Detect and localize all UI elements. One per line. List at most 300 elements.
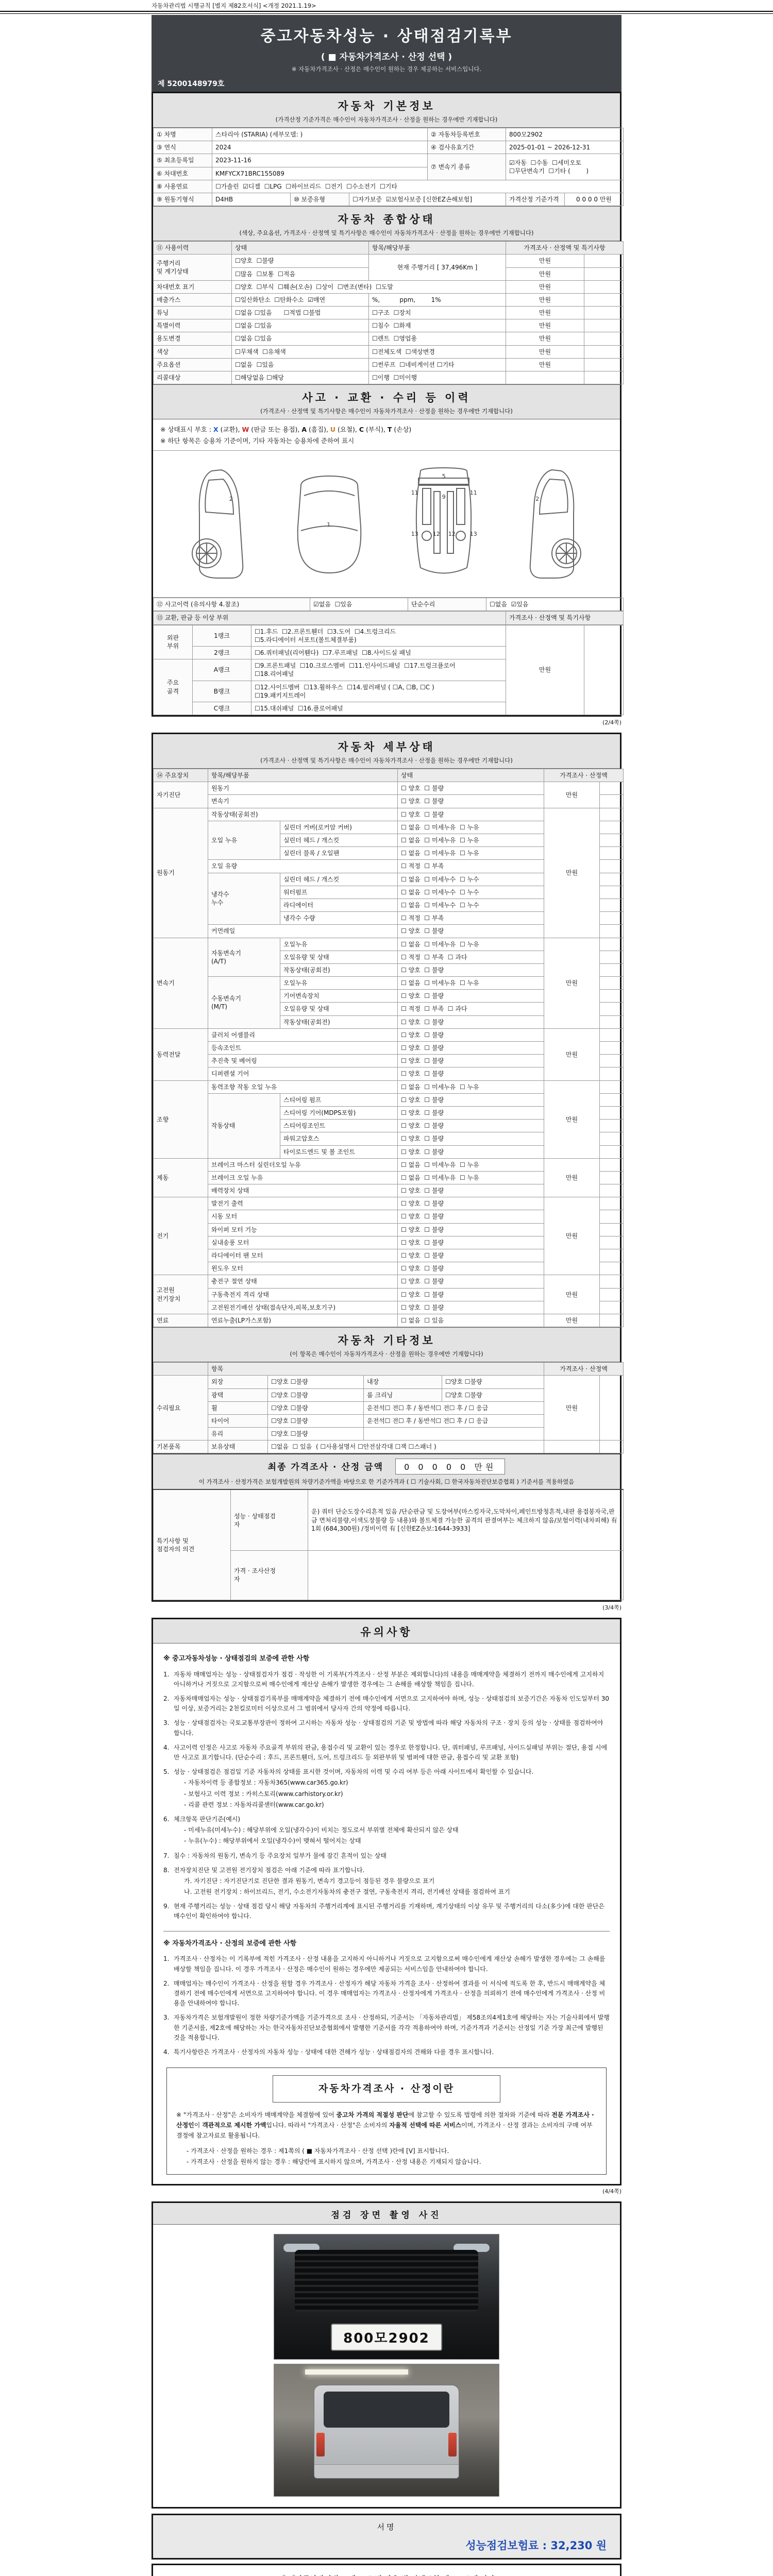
cell (584, 625, 624, 715)
cell (584, 255, 624, 267)
simple-repair-label: 단순수리 (408, 598, 486, 611)
cell: ☐ 양호 ☐ 불량 (398, 1015, 544, 1028)
engine-label: ⑨ 원동기형식 (154, 193, 212, 206)
photo-body (153, 2225, 620, 2507)
year-label: ③ 연식 (154, 141, 212, 154)
coolant-leak-group: 냉각수 누수 (208, 873, 280, 925)
photo-front-plate (274, 2234, 499, 2360)
tr (154, 938, 624, 951)
cell (600, 938, 624, 951)
rear-bumper (314, 2464, 459, 2478)
cell: 보유상태 (208, 1440, 268, 1453)
diagram-number: 11 (411, 489, 418, 497)
detail-subtitle: (가격조사 · 산정액 및 특기사항은 매수인이 자동차가격조사 · 산정을 원하는 경우에만 기재합니다) (260, 757, 513, 765)
cell: ☐ 없음 ☐ 미세누수 ☐ 누수 (398, 886, 544, 899)
model-value: 스타리아 (STARIA) (세부모델: ) (212, 128, 428, 141)
vehicle-rear (314, 2385, 459, 2479)
cell (600, 1145, 624, 1158)
device-transmission: 변속기 (154, 938, 208, 1028)
basic-info-title: 자동차 기본정보 (338, 100, 435, 112)
cell (600, 1262, 624, 1275)
cell (600, 1236, 624, 1249)
cell: 만원 (506, 267, 584, 280)
mt-group: 수동변속기 (M/T) (208, 977, 280, 1029)
cell: 브레이크 오일 누유 (208, 1171, 398, 1184)
misc-header (153, 1327, 620, 1362)
cell: 디퍼렌셜 기어 (208, 1067, 398, 1080)
cell: ☐ 없음 ☐ 미세누유 ☐ 누유 (398, 938, 544, 951)
device-self-diagnosis: 자기진단 (154, 782, 208, 808)
warranty-value: ☐자가보증 ☑보험사보증 [신한EZ손해보험] (349, 193, 506, 206)
tr (154, 255, 624, 267)
path (540, 479, 568, 514)
cell (600, 1275, 624, 1288)
panel-header-table (153, 611, 624, 624)
div (163, 1851, 610, 1861)
span: 체크항목 판단기준(예시) (174, 1815, 241, 1823)
div (163, 1954, 610, 1974)
engine-value: D4HB (212, 193, 291, 206)
cell: 가격조사 · 산정액 및 특기사항 (506, 242, 624, 255)
notice-body (153, 1643, 620, 2184)
span: 3. (163, 1719, 170, 1727)
cell: 상태 (398, 769, 544, 782)
span: 자동차 매매업자는 성능 · 상태점검자가 점검 · 작성한 이 기록부(가격조사 · 산정 부분은 제외합니다)의 내용을 매매계약을 체결하기 전까지 매수인에게 고지하지 아니하거나 거짓으로 고지함으로써 매수인에게 재산상 손해가 발생한 경우에는 그 손해를 배상할 책임을 집니다. (174, 1670, 604, 1688)
span: 2. (163, 1695, 170, 1703)
div (163, 1979, 610, 2009)
cell (600, 1028, 624, 1041)
tbody (154, 598, 624, 611)
cell: ☐1.후드 ☐2.프론트휀더 ☐3.도어 ☐4.트렁크리드 ☐5.라디에이터 서포트(볼트체결부품) (251, 625, 506, 646)
div: - 누유(누수) : 해당부위에서 오일(냉각수)이 맺혀서 떨어지는 상태 (184, 1837, 361, 1845)
cell (600, 782, 624, 795)
cell (584, 358, 624, 371)
span: 7. (163, 1852, 170, 1859)
cell: ☐ 없음 ☐ 미세누유 ☐ 누유 (398, 1171, 544, 1184)
cell: ☐ 양호 ☐ 불량 (398, 1275, 544, 1288)
tbody (154, 612, 624, 624)
span: 성능 · 상태점검은 점검일 기준 자동차의 상태를 표시한 것이며, 자동차의 이력 및 수리 여부 등은 아래 사이트에서 확인할 수 있습니다. (174, 1768, 534, 1776)
valid-label: ④ 검사유효기간 (428, 141, 506, 154)
special-history-label: 특별이력 (154, 319, 232, 332)
opinion-label: 특기사항 및 점검자의 의견 (154, 1489, 231, 1600)
cell: ☐썬루프 ☐네비게이션 ☐기타 (369, 358, 506, 371)
cell: 오일누유 (280, 938, 398, 951)
tuning-label: 튜닝 (154, 307, 232, 319)
car-diagram-area (153, 451, 620, 598)
cell: ☐6.쿼터패널(리어휀다) ☐7.루프패널 ☐8.사이드실 패널 (251, 646, 506, 659)
vin-label: ⑥ 차대번호 (154, 167, 212, 180)
cell: ☐양호 ☐불량 (268, 1388, 364, 1401)
cell (600, 860, 624, 873)
cell (600, 1249, 624, 1262)
simple-repair-value: ☐없음 ☑있음 (486, 598, 624, 611)
cell (600, 963, 624, 976)
accident-header (153, 384, 620, 419)
cell (600, 821, 624, 834)
rect (423, 488, 431, 524)
div (163, 1743, 610, 1762)
cell: 타이어 (208, 1414, 268, 1427)
cell (600, 873, 624, 886)
b: 객관적으로 제시한 가액 (202, 2121, 266, 2129)
cell: 실린더 헤드 / 개스킷 (280, 873, 398, 886)
tr (154, 1489, 624, 1550)
cell: 라디에이터 (280, 899, 398, 911)
tr (154, 1440, 624, 1453)
device-electrical: 전기 (154, 1197, 208, 1275)
cell (584, 307, 624, 319)
cell: ☐ 양호 ☐ 불량 (398, 1301, 544, 1314)
span: (판금 또는 용접), (249, 426, 302, 434)
div (163, 2047, 610, 2057)
misc-title: 자동차 기타정보 (338, 1334, 435, 1347)
basic-items-label: 기본품목 (154, 1440, 208, 1453)
div: - 가격조사 · 산정을 원하지 않는 경우 : 해당란에 표시하지 않으며, 가격조사 · 산정 내용은 기재되지 않습니다. (187, 2158, 481, 2165)
section-box-1 (152, 92, 621, 717)
mark-a: A (301, 426, 307, 434)
overall-table (153, 241, 624, 384)
cell: 오일 유량 (208, 860, 398, 873)
basic-info-table (153, 128, 624, 206)
cell: ☐양호 ☐불량 (268, 1414, 364, 1427)
cell (584, 267, 624, 280)
notice-section2-title: ※ 자동차가격조사 · 산정의 보증에 관한 사항 (163, 1931, 610, 1950)
cell: 만원 (506, 307, 584, 319)
cell: 윈도우 모터 (208, 1262, 398, 1275)
span: 9. (163, 1903, 170, 1910)
misc-subtitle: (이 항목은 매수인이 자동차가격조사 · 산정을 원하는 경우에만 기재합니다) (290, 1350, 483, 1358)
main-frame-label: 주요 골격 (154, 659, 193, 715)
diagram-number: 13 (469, 531, 477, 538)
cell (154, 1363, 208, 1376)
cell: ☐없음 ☐있음 (232, 358, 369, 371)
accident-subtitle: (가격조사 · 산정액 및 특기사항은 매수인이 자동차가격조사 · 산정을 원하는 경우에만 기재합니다) (260, 408, 513, 415)
span: 전자장치진단 및 고전원 전기장치 점검은 아래 기준에 따라 표기합니다. (174, 1866, 365, 1874)
device-steering: 조향 (154, 1080, 208, 1158)
cell: 와이퍼 모터 기능 (208, 1223, 398, 1236)
definition-box-title: 자동차가격조사 · 산정이란 (273, 2075, 500, 2102)
device-engine: 원동기 (154, 808, 208, 938)
diagram-number: 13 (411, 531, 418, 538)
tr (154, 1158, 624, 1171)
tbody (154, 128, 624, 206)
current-mileage: 현재 주행거리 [ 37,496Km ] (369, 255, 506, 280)
cell: ☐ 양호 ☐ 불량 (398, 795, 544, 808)
cell: ☐ 적정 ☐ 부족 ☐ 과다 (398, 951, 544, 963)
usage-change-label: 용도변경 (154, 332, 232, 345)
model-label: ① 차명 (154, 128, 212, 141)
tr (154, 1197, 624, 1210)
notice-header (153, 1619, 620, 1643)
diagram-number: 11 (469, 489, 477, 497)
cell (600, 808, 624, 821)
div: - 가격조사 · 산정을 원하는 경우 : 제1쪽의 ( ■ 자동차가격조사 · 산정 선택 )란에 [V] 표시합니다. (187, 2147, 449, 2155)
baseprice-label: 가격산정 기준가격 (506, 193, 565, 206)
tr (154, 141, 624, 154)
cell (600, 1210, 624, 1223)
cell: ☐양호 ☐불량 (268, 1401, 364, 1414)
rear-window (324, 2392, 449, 2428)
fuel-value: ☐가솔린 ☑디젤 ☐LPG ☐하이브리드 ☐전기 ☐수소전기 ☐기타 (212, 180, 624, 193)
notice-title: 유의사항 (360, 1625, 413, 1638)
cell: ☐전체도색 ☐색상변경 (369, 345, 506, 358)
cell: 작동상태(공회전) (208, 808, 398, 821)
tr (154, 319, 624, 332)
cell: 만원 (544, 1197, 600, 1275)
cell (600, 899, 624, 911)
cell: 연료누출(LP가스포함) (208, 1314, 398, 1327)
cell (600, 1067, 624, 1080)
cell: 만원 (544, 1314, 600, 1327)
cell (600, 834, 624, 847)
cell: %, ppm, 1% (369, 293, 506, 306)
cell: 클러치 어셈블리 (208, 1028, 398, 1041)
cell (600, 912, 624, 925)
option-label: 주요옵션 (154, 358, 232, 371)
cell (600, 1093, 624, 1106)
cell: 만원 (544, 782, 600, 808)
span: 입니다. 따라서 "가격조사 · 산정"은 소비자의 (266, 2121, 390, 2129)
cell: ☐많음 ☐보통 ☐적음 (232, 267, 369, 280)
cell: 실내송풍 모터 (208, 1236, 398, 1249)
cell: ☐ 없음 ☐ 미세누유 ☐ 누유 (398, 1158, 544, 1171)
cell (600, 1080, 624, 1093)
cell: 만원 (544, 808, 600, 938)
cell: 만원 (506, 255, 584, 267)
cell: A랭크 (193, 659, 251, 681)
diagram-number: 2 (535, 496, 540, 503)
cell: ☐ 양호 ☐ 불량 (398, 782, 544, 795)
cell: ☐양호 ☐불량 (232, 255, 369, 267)
baseprice-value: 0 0 0 0 만원 (565, 193, 624, 206)
passenger-car-note: ※ 하단 항목은 승용차 기준이며, 기타 자동차는 승용차에 준하여 표시 (153, 435, 620, 451)
cell (584, 345, 624, 358)
final-price-note: 이 가격조사 · 산정가격은 보험개발원의 차량기준가액을 바탕으로 한 기준가격과 ( ☐ 기술사회, ☐ 한국자동차진단보증협회 ) 기준서를 적용하였음 (198, 1478, 575, 1486)
appraiser-opinion (308, 1550, 624, 1600)
cell: 추진축 및 베어링 (208, 1055, 398, 1067)
cell: 워터펌프 (280, 886, 398, 899)
div (163, 1767, 610, 1810)
cell: ☐ 양호 ☐ 불량 (398, 1236, 544, 1249)
span: 현재 주행거리는 성능 · 상태 점검 당시 해당 자동차의 주행거리계에 표시된 주행거리를 기재하며, 계기상태의 이상 유무 및 주행거리의 다소(多少)에 대한 판단은 매수인이 확인하여야 합니다. (174, 1903, 604, 1920)
cell: ☐ 양호 ☐ 불량 (398, 1042, 544, 1055)
cell (600, 1288, 624, 1301)
cell: 동력조향 작동 오일 누유 (208, 1080, 398, 1093)
device-brake: 제동 (154, 1158, 208, 1197)
cell: ☐ 적정 ☐ 부족 (398, 860, 544, 873)
final-price-label: 최종 가격조사 · 산정 금액 (267, 1462, 383, 1473)
cell: 상태 (232, 242, 369, 255)
overall-title: 자동차 종합상태 (338, 213, 435, 226)
cell: 파워고압호스 (280, 1132, 398, 1145)
cell: ☐없음 ☐ 있음 ( ☐사용설명서 ☐안전삼각대 ☐잭 ☐스패너 ) (268, 1440, 544, 1453)
cell: ☐무채색 ☐유채색 (232, 345, 369, 358)
cell: 스티어링 기어(MDPS포함) (280, 1106, 398, 1119)
cell (600, 847, 624, 860)
cell: 실린더 헤드 / 개스킷 (280, 834, 398, 847)
cell: ☐ 없음 ☐ 미세누수 ☐ 누수 (398, 873, 544, 886)
div: - 자동차이력 등 종합정보 : 자동차365(www.car365.go.kr) (184, 1779, 348, 1787)
accident-history-table (153, 598, 624, 611)
tr (154, 280, 624, 293)
cell: ☐일산화탄소 ☐탄화수소 ☑매연 (232, 293, 369, 306)
tbody (154, 1363, 624, 1453)
tr (154, 782, 624, 795)
div: - 리콜 관련 정보 : 자동차리콜센터(www.car.go.kr) (184, 1801, 324, 1808)
span: ※ "가격조사 · 산정"은 소비자가 매매계약을 체결함에 있어 (176, 2111, 337, 2119)
span: (손상) (392, 426, 412, 434)
oil-leak-group: 오일 누유 (208, 821, 280, 860)
cell: ☐9.프론트패널 ☐10.크로스멤버 ☐11.인사이드패널 ☐17.트렁크플로어 ☐18.리어패널 (251, 659, 506, 681)
cell: 광택 (208, 1388, 268, 1401)
tr (154, 1275, 624, 1288)
document-header (152, 15, 621, 92)
cell: ☐ 양호 ☐ 불량 (398, 1184, 544, 1197)
cell: ⑭ 주요장치 (154, 769, 208, 782)
div: 가. 자기진단 : 자기진단기로 진단한 결과 원동기, 변속기 경고등이 점등된 경우 불량으로 표기 (184, 1877, 435, 1885)
cell: ☐15.대쉬패널 ☐16.플로어패널 (251, 702, 506, 715)
tail-light-right (448, 2433, 457, 2456)
car-underbody-diagram (400, 465, 488, 583)
cell: 만원 (506, 332, 584, 345)
tbody (154, 242, 624, 384)
fuel-label: ⑧ 사용연료 (154, 180, 212, 193)
cell: 오일누유 (280, 977, 398, 990)
basic-info-header (153, 93, 620, 128)
span: ※ 상태표시 부호 : (160, 426, 214, 434)
document-number: 제 5200148979호 (158, 80, 225, 88)
valid-value: 2025-01-01 ~ 2026-12-31 (506, 141, 624, 154)
span: 성능 · 상태점검자는 국토교통부장관이 정하여 고시하는 자동차 성능 · 상태점검의 기준 및 방법에 따라 해당 자동차의 구조 · 장치 등의 성능 · 상태를 점검하여야 합니다. (174, 1719, 603, 1737)
cell: 항목 (208, 1363, 544, 1376)
vin-mark-label: 차대번호 표기 (154, 280, 232, 293)
confirmation-line-1 (158, 2573, 615, 2576)
first-reg-label: ⑤ 최초등록일 (154, 154, 212, 167)
cell: 커먼레일 (208, 925, 398, 938)
cell: 만원 (544, 1158, 600, 1197)
cell: 등속조인트 (208, 1042, 398, 1055)
tbody (154, 769, 624, 1327)
g (530, 470, 581, 578)
cell: ☐ 없음 ☐ 미세누유 ☐ 누유 (398, 977, 544, 990)
tr (154, 769, 624, 782)
confirmation-box (152, 2564, 621, 2576)
tr (154, 1028, 624, 1041)
tr (154, 345, 624, 358)
cell: ☐ 양호 ☐ 불량 (398, 1288, 544, 1301)
cell: ☐ 적정 ☐ 부족 ☐ 과다 (398, 1003, 544, 1015)
cell: 실린더 커버(로커암 커버) (280, 821, 398, 834)
tbody (154, 625, 624, 715)
cell (506, 371, 584, 384)
emission-label: 배출가스 (154, 293, 232, 306)
cell: 스티어링 펌프 (280, 1093, 398, 1106)
steering-operation-group: 작동상태 (208, 1093, 280, 1158)
cell: 외장 (208, 1376, 268, 1388)
cell: ⑪ 사용이력 (154, 242, 232, 255)
tr (154, 598, 624, 611)
cell: 만원 (506, 293, 584, 306)
mileage-label: 주행거리 및 계기상태 (154, 255, 232, 280)
span: 5. (163, 1768, 170, 1776)
span: 6. (163, 1815, 170, 1823)
cell (600, 1042, 624, 1055)
cell: ☐ 양호 ☐ 불량 (398, 1120, 544, 1132)
tr (154, 242, 624, 255)
div (163, 1815, 610, 1846)
cell: 브레이크 마스터 실린더오일 누유 (208, 1158, 398, 1171)
misc-table (153, 1362, 624, 1453)
cell: 가격조사 · 산정액 (544, 1363, 624, 1376)
cell: 변속기 (208, 795, 398, 808)
div (163, 1670, 610, 1689)
tr (154, 1376, 624, 1388)
cell: 만원 (544, 1080, 600, 1158)
tr (154, 128, 624, 141)
span: 매매업자는 매수인이 가격조사 · 산정을 원할 경우 가격조사 · 산정자가 해당 자동차 가격을 조사 · 산정하여 결과를 이 서식에 적도록 한 후, 반드시 매매계약을 체결하기 전에 매수인에게 서면으로 고지하여야 합니다. 이 경우 매매업자는 가격조사 · 산정자에게 가격조사 · 산정을 의뢰하기 전에 매수인에게 가격조사 · 산정 비용을 안내하여야 합니다. (174, 1979, 606, 2007)
car-front-diagram (285, 465, 373, 583)
cell: 룸 크리닝 (364, 1388, 442, 1401)
cell: ☐ 없음 ☐ 미세누유 ☐ 누유 (398, 847, 544, 860)
tr (154, 808, 624, 821)
span: 2. (163, 1979, 170, 1987)
span: (부식), (364, 426, 388, 434)
cell: 만원 (506, 358, 584, 371)
svg (514, 465, 591, 583)
cell (584, 280, 624, 293)
cell (600, 1440, 624, 1453)
cell: ☐ 양호 ☐ 불량 (398, 1028, 544, 1041)
b: 전문 가격조사 · 산정인 (176, 2111, 594, 2129)
diagram-number: 2 (229, 496, 233, 503)
cell: 작동상태(공회전) (280, 963, 398, 976)
price-survey-definition-box (166, 2067, 607, 2175)
span: 가격조사 · 산정자는 이 기록부에 적힌 가격조사 · 산정 내용을 고지하지 아니하거나 거짓으로 고지함으로써 매수인에게 재산상 손해가 발생한 경우에는 그 손해를 배상할 책임을 집니다. 이 경우 가격조사 · 산정은 매수인이 원하는 경우에만 제공되는 서비스임을 안내하여야 합니다. (174, 1955, 606, 1973)
page-marker-3: (3/4쪽) (602, 1604, 621, 1611)
cell: 항목/해당부품 (208, 769, 398, 782)
cell: 만원 (544, 1275, 600, 1314)
page-marker-4: (4/4쪽) (602, 2188, 621, 2195)
span: 에 참고할 수 있도록 법령에 의한 절차와 기준에 따라 (408, 2111, 552, 2119)
cell: 1랭크 (193, 625, 251, 646)
cell: 만원 (506, 345, 584, 358)
path (196, 543, 217, 564)
g (416, 468, 471, 573)
cell (600, 1184, 624, 1197)
tbody (154, 1489, 624, 1600)
cell: ☐ 양호 ☐ 불량 (398, 1106, 544, 1119)
inspector-label: 성능 · 상태점검 자 (231, 1489, 308, 1550)
cell: ☐ 양호 ☐ 불량 (398, 1055, 544, 1067)
cell: ☐ 없음 ☐ 미세누유 ☐ 누유 (398, 821, 544, 834)
span: 3. (163, 2014, 170, 2022)
circle (422, 531, 431, 540)
panel-price-header: 가격조사 · 산정액 및 특기사항 (506, 612, 624, 624)
cell: ☐ 양호 ☐ 불량 (398, 1145, 544, 1158)
cell (600, 1314, 624, 1327)
cell: ☐ 양호 ☐ 불량 (398, 963, 544, 976)
cell: ☐ 양호 ☐ 불량 (398, 990, 544, 1003)
cell (600, 1376, 624, 1440)
cell: ☐ 없음 ☐ 있음 (398, 1314, 544, 1327)
span: 침수 : 자동차의 원동기, 변속기 등 주요장치 일부가 물에 잠긴 흔적이 있는 상태 (174, 1852, 386, 1859)
cell: 가격조사 · 산정액 (544, 769, 624, 782)
cell: ☐ 없음 ☐ 미세누수 ☐ 누수 (398, 899, 544, 911)
tr (154, 193, 624, 206)
photo-header (153, 2203, 620, 2225)
cell (600, 925, 624, 938)
